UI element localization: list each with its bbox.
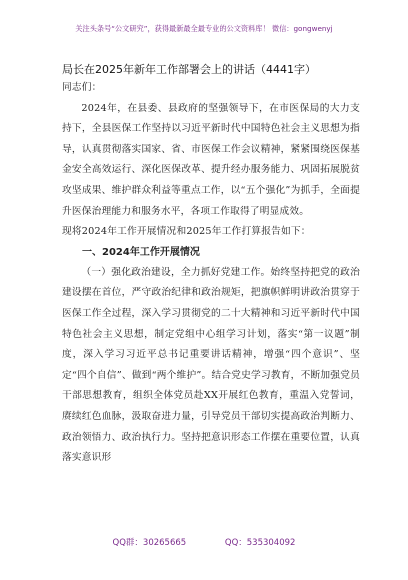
section-heading-1: 一、2024年工作开展情况: [82, 246, 200, 258]
paragraph-1: 2024年，在县委、县政府的坚强领导下，在市医保局的大力支持下，全县医保工作坚持以习近平新时代中国特色社会主义思想为指导，认真贯彻落实国家、省、市医保工作会议精神，紧紧围绕医保基金安全高效运行、深化医保改革、提升经办服务能力、巩固拓展脱贫攻坚成果、维护群众利益等重点工作，以“五个强化”为抓手，全面提升医保治理能力和服务水平，各项工作取得了明显成效。: [62, 102, 360, 217]
footer-qq: QQ：535304092: [224, 538, 296, 548]
paragraph-3: （一）强化政治建设，全力抓好党建工作。始终坚持把党的政治建设摆在首位，严守政治纪律和政治规矩，把旗帜鲜明讲政治贯穿于医保工作全过程，深入学习贯彻党的二十大精神和习近平新时代中国特色社会主义思想，制定党组中心组学习计划，落实“第一议题”制度，深入学习习近平总书记重要讲话精神，增强“四个意识”、坚定“四个自信”、做到“两个维护”。结合党史学习教育，不断加强党员干部思想教育，组织全体党员赴XX开展红色教育，重温入党誓词，赓续红色血脉，汲取奋进力量，引导党员干部切实提高政治判断力、政治领悟力、政治执行力。坚持把意识形态工作摆在重要位置，认真落实意识形: [62, 266, 360, 464]
footer-qq-group: QQ群：30265665: [112, 538, 187, 548]
document-title: 局长在2025年新年工作部署会上的讲话（4441字）: [62, 63, 316, 76]
document-page: [62, 62, 360, 469]
greeting: 同志们：: [62, 82, 102, 93]
paragraph-2: 现将2024年工作开展情况和2025年工作打算报告如下：: [62, 226, 311, 238]
footer: [0, 536, 408, 548]
banner-text: 关注头条号“公文研究”，获得最新最全最专业的公文资料库！ 微信：gongwenyj: [75, 24, 333, 33]
top-banner: [0, 0, 408, 50]
